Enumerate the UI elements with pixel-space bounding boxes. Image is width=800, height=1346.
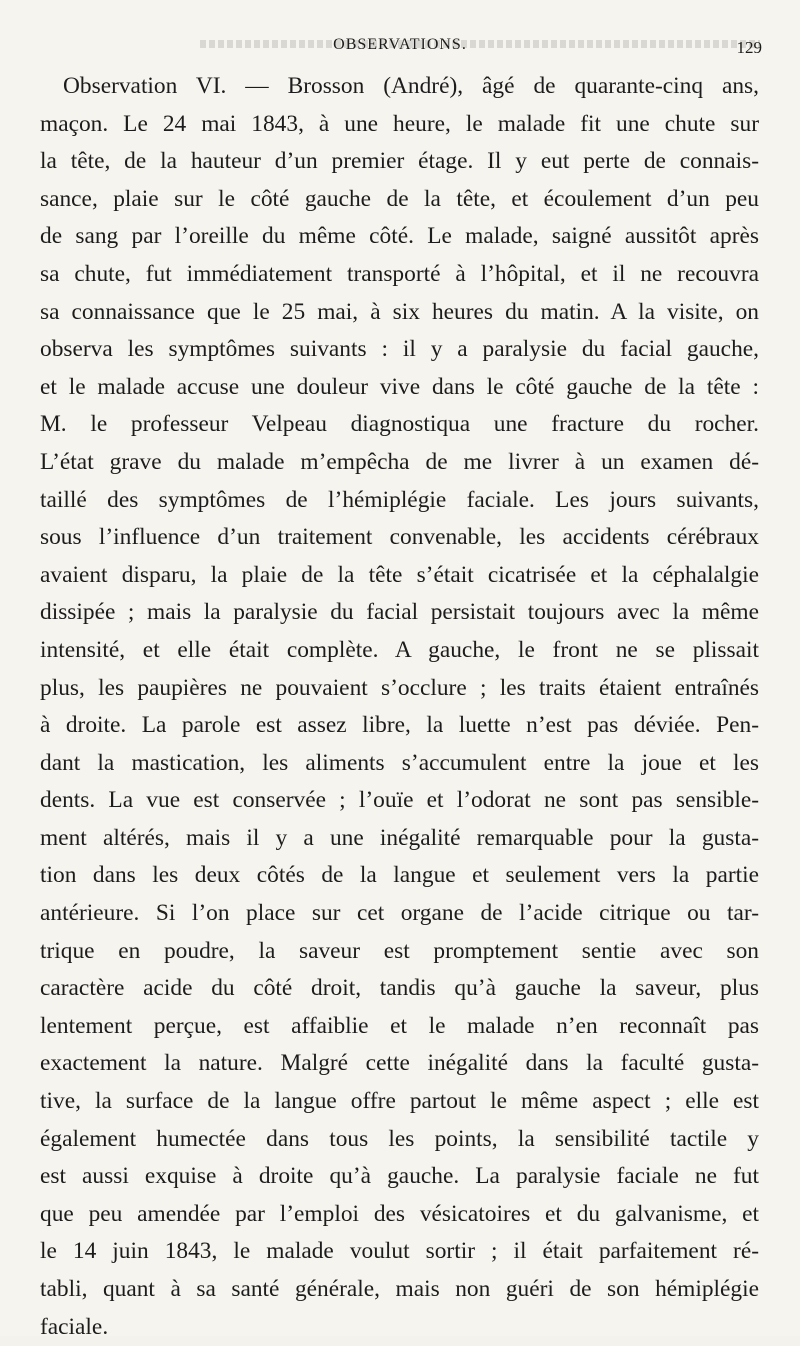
text-line: dant la mastication, les aliments s’accumulent entre la joue et les	[40, 749, 759, 776]
text-line: est aussi exquise à droite qu’à gauche. La paralysie faciale ne fut	[40, 1163, 759, 1190]
text-line: que peu amendée par l’emploi des vésicatoires et du galvanisme, et	[40, 1200, 759, 1227]
text-line: ment altérés, mais il y a une inégalité remarquable pour la gusta-	[40, 824, 759, 851]
text-line: à droite. La parole est assez libre, la luette n’est pas déviée. Pen-	[40, 712, 759, 739]
text-line: sa chute, fut immédiatement transporté à l’hôpital, et il ne recouvra	[40, 260, 759, 287]
text-line: dissipée ; mais la paralysie du facial persistait toujours avec la même	[40, 599, 759, 626]
text-line: le 14 juin 1843, le malade voulut sortir ; il était parfaitement ré-	[40, 1238, 759, 1265]
text-line: sa connaissance que le 25 mai, à six heures du matin. A la visite, on	[40, 298, 759, 325]
text-line: intensité, et elle était complète. A gauche, le front ne se plissait	[40, 636, 759, 663]
text-line: Observation VI. — Brosson (André), âgé de quarante-cinq ans,	[63, 73, 759, 99]
text-line: L’état grave du malade m’empêcha de me livrer à un examen dé-	[40, 448, 759, 475]
text-line: tion dans les deux côtés de la langue et seulement vers la partie	[40, 862, 759, 889]
text-line: tive, la surface de la langue offre partout le même aspect ; elle est	[40, 1088, 759, 1115]
text-line: maçon. Le 24 mai 1843, à une heure, le malade fit une chute sur	[40, 110, 759, 137]
text-line: et le malade accuse une douleur vive dans le côté gauche de la tête :	[40, 373, 759, 400]
body-text	[40, 68, 759, 1346]
page-number: 129	[736, 38, 762, 57]
text-line: sance, plaie sur le côté gauche de la tête, et écoulement d’un peu	[40, 185, 759, 212]
text-line: plus, les paupières ne pouvaient s’occlure ; les traits étaient entraînés	[40, 674, 759, 701]
text-line: trique en poudre, la saveur est promptement sentie avec son	[40, 937, 759, 964]
text-line: antérieure. Si l’on place sur cet organe de l’acide citrique ou tar-	[40, 900, 759, 927]
text-line: observa les symptômes suivants : il y a paralysie du facial gauche,	[40, 336, 759, 363]
text-line: M. le professeur Velpeau diagnostiqua une fracture du rocher.	[40, 411, 759, 438]
text-line: également humectée dans tous les points, la sensibilité tactile y	[40, 1125, 759, 1152]
text-line: tabli, quant à sa santé générale, mais non guéri de son hémiplégie	[40, 1276, 759, 1302]
text-line: avaient disparu, la plaie de la tête s’était cicatrisée et la céphalalgie	[40, 561, 759, 588]
text-line: sous l’influence d’un traitement convenable, les accidents cérébraux	[40, 524, 759, 551]
text-line: lentement perçue, est affaiblie et le malade n’en reconnaît pas	[40, 1012, 759, 1039]
text-line: de sang par l’oreille du même côté. Le malade, saigné aussitôt après	[40, 223, 759, 250]
running-head	[0, 36, 800, 60]
text-line: caractère acide du côté droit, tandis qu’à gauche la saveur, plus	[40, 975, 759, 1002]
text-line: exactement la nature. Malgré cette inégalité dans la faculté gusta-	[40, 1050, 759, 1077]
text-line: dents. La vue est conservée ; l’ouïe et l’odorat ne sont pas sensible-	[40, 787, 759, 814]
running-head-title: OBSERVATIONS.	[333, 36, 467, 53]
text-line: taillé des symptômes de l’hémiplégie faciale. Les jours suivants,	[40, 486, 759, 513]
text-line: faciale.	[40, 1313, 109, 1340]
text-line: la tête, de la hauteur d’un premier étage. Il y eut perte de connais-	[40, 148, 759, 175]
